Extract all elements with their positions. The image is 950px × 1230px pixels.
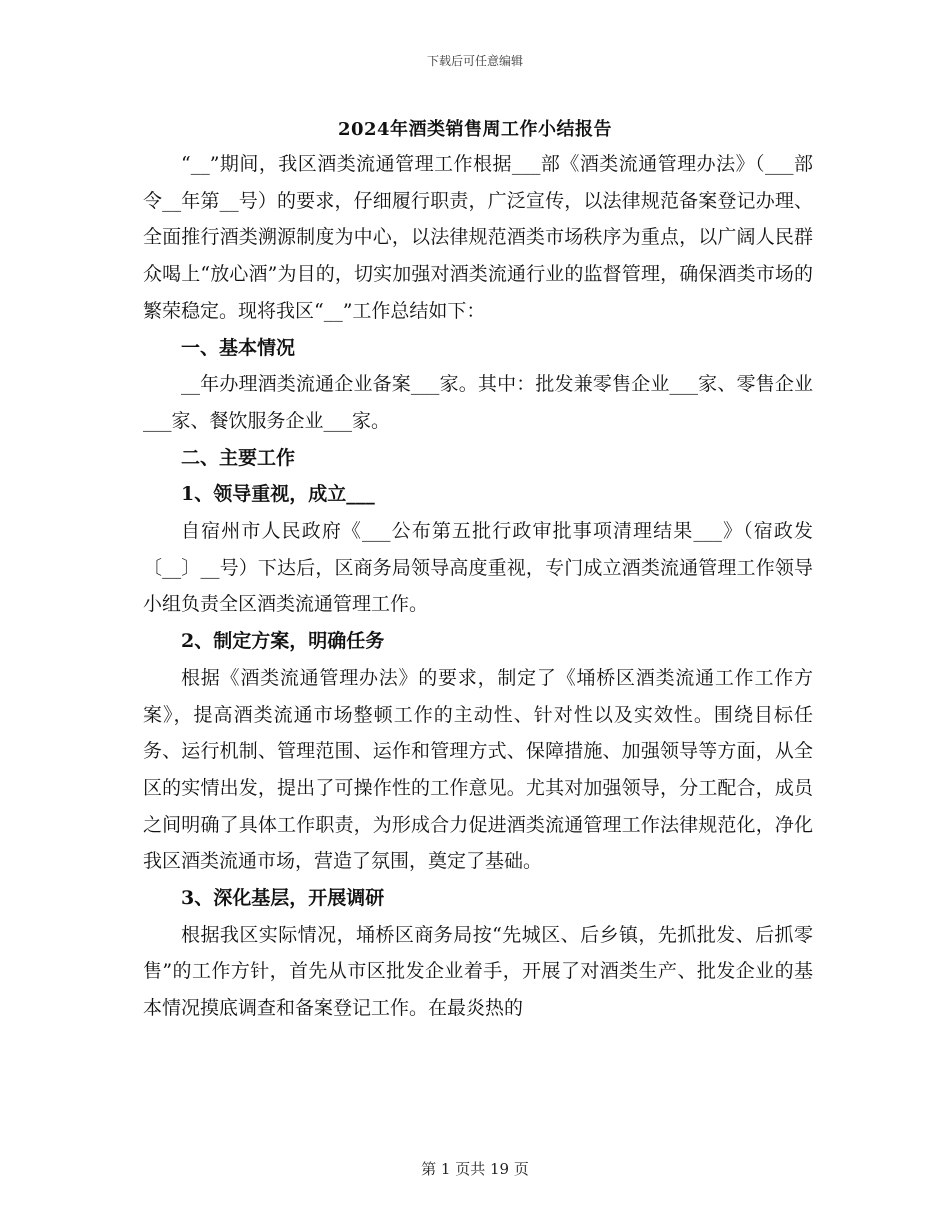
basic-info-paragraph: __年办理酒类流通企业备案___家。其中：批发兼零售企业___家、零售企业___家、餐饮服务企业___家。 xyxy=(143,373,813,432)
paragraph-1: 自宿州市人民政府《___公布第五批行政审批事项清理结果___》（宿政发〔__〕__号）下达后，区商务局领导高度重视，专门成立酒类流通管理工作领导小组负责全区酒类流通管理工作。 xyxy=(143,520,813,616)
document-body xyxy=(143,146,813,1027)
document-title: 2024年酒类销售周工作小结报告 xyxy=(337,119,613,140)
header-note: 下载后可任意编辑 xyxy=(426,54,523,68)
page-footer: 第 1 页共 19 页 xyxy=(421,1160,529,1178)
section-heading-main-work: 二、主要工作 xyxy=(181,446,296,469)
intro-paragraph: “__”期间，我区酒类流通管理工作根据___部《酒类流通管理办法》（___部令__年第__号）的要求，仔细履行职责，广泛宣传，以法律规范备案登记办理、全面推行酒类溯源制度为中心，以法律规范酒类市场秩序为重点，以广阔人民群众喝上“放心酒”为目的，切实加强对酒类流通行业的监督管理，确保酒类市场的繁荣稳定。现将我区“__”工作总结如下： xyxy=(143,153,813,322)
paragraph-3: 根据我区实际情况，埇桥区商务局按“先城区、后乡镇，先抓批发、后抓零售”的工作方针，首先从市区批发企业着手，开展了对酒类生产、批发企业的基本情况摸底调查和备案登记工作。在最炎热的 xyxy=(143,923,813,1020)
subheading-3: 3、深化基层，开展调研 xyxy=(181,887,385,910)
subheading-1: 1、领导重视，成立___ xyxy=(181,483,375,506)
section-heading-basic: 一、基本情况 xyxy=(181,336,296,359)
paragraph-2: 根据《酒类流通管理办法》的要求，制定了《埇桥区酒类流通工作工作方案》，提高酒类流通市场整顿工作的主动性、针对性以及实效性。围绕目标任务、运行机制、管理范围、运作和管理方式、保障措施、加强领导等方面，从全区的实情出发，提出了可操作性的工作意见。尤其对加强领导，分工配合，成员之间明确了具体工作职责，为形成合力促进酒类流通管理工作法律规范化，净化我区酒类流通市场，营造了氛围，奠定了基础。 xyxy=(143,666,813,873)
subheading-2: 2、制定方案，明确任务 xyxy=(181,630,385,653)
